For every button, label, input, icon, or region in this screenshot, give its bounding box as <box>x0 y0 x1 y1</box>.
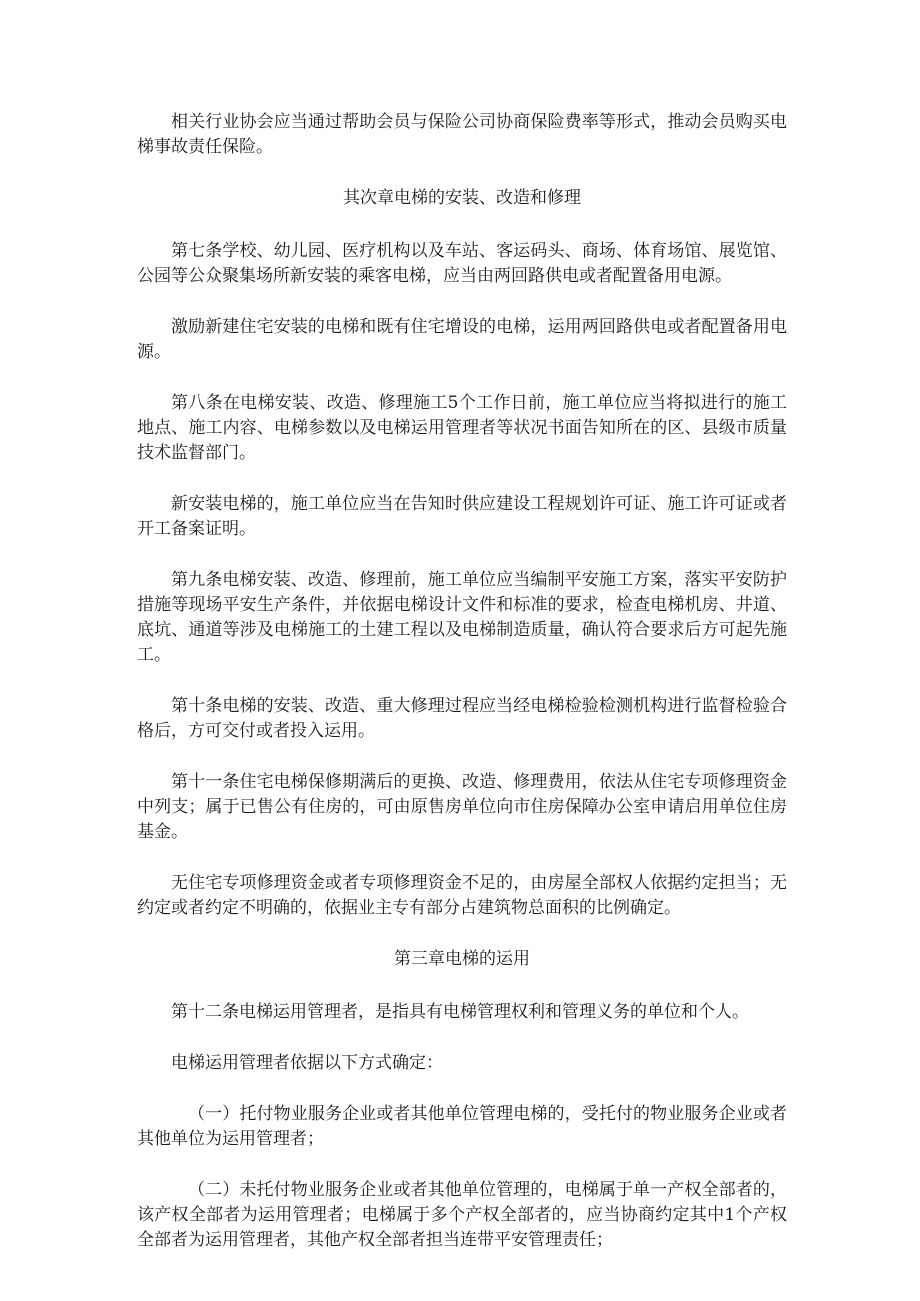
paragraph-new-install-permits: 新安装电梯的，施工单位应当在告知时供应建设工程规划许可证、施工许可证或者开工备案证明。 <box>137 494 787 539</box>
chapter-three-heading: 第三章电梯的运用 <box>394 949 530 969</box>
paragraph-no-maintenance-fund: 无住宅专项修理资金或者专项修理资金不足的，由房屋全部权人依据约定担当；无约定或者约定不明确的，依据业主专有部分占建筑物总面积的比例确定。 <box>137 873 787 918</box>
article-8: 第八条在电梯安装、改造、修理施工5个工作日前，施工单位应当将拟进行的施工地点、施工内容、电梯参数以及电梯运用管理者等状况书面告知所在的区、县级市质量技术监督部门。 <box>137 393 787 463</box>
paragraph-determination-methods: 电梯运用管理者依据以下方式确定： <box>171 1053 443 1073</box>
list-item-2: （二）未托付物业服务企业或者其他单位管理的，电梯属于单一产权全部者的，该产权全部者为运用管理者；电梯属于多个产权全部者的，应当协商约定其中1个产权全部者为运用管理者，其他产权全部者担当连带平安管理责任； <box>137 1180 787 1250</box>
chapter-two-heading: 其次章电梯的安装、改造和修理 <box>343 188 581 208</box>
article-10: 第十条电梯的安装、改造、重大修理过程应当经电梯检验检测机构进行监督检验合格后，方可交付或者投入运用。 <box>137 696 787 741</box>
article-11: 第十一条住宅电梯保修期满后的更换、改造、修理费用，依法从住宅专项修理资金中列支；属于已售公有住房的，可由原售房单位向市住房保障办公室申请启用单位住房基金。 <box>137 772 787 842</box>
article-9: 第九条电梯安装、改造、修理前，施工单位应当编制平安施工方案，落实平安防护措施等现场平安生产条件，并依据电梯设计文件和标准的要求，检查电梯机房、井道、底坑、通道等涉及电梯施工的土建工程以及电梯制造质量，确认符合要求后方可起先施工。 <box>137 570 787 665</box>
paragraph-encourage-dual-power: 激励新建住宅安装的电梯和既有住宅增设的电梯，运用两回路供电或者配置备用电源。 <box>137 317 787 362</box>
article-12: 第十二条电梯运用管理者，是指具有电梯管理权利和管理义务的单位和个人。 <box>171 1002 749 1022</box>
article-7: 第七条学校、幼儿园、医疗机构以及车站、客运码头、商场、体育场馆、展览馆、公园等公众聚集场所新安装的乘客电梯，应当由两回路供电或者配置备用电源。 <box>137 241 787 286</box>
list-item-1: （一）托付物业服务企业或者其他单位管理电梯的，受托付的物业服务企业或者其他单位为运用管理者； <box>137 1104 787 1149</box>
paragraph-insurance: 相关行业协会应当通过帮助会员与保险公司协商保险费率等形式，推动会员购买电梯事故责任保险。 <box>137 112 787 157</box>
